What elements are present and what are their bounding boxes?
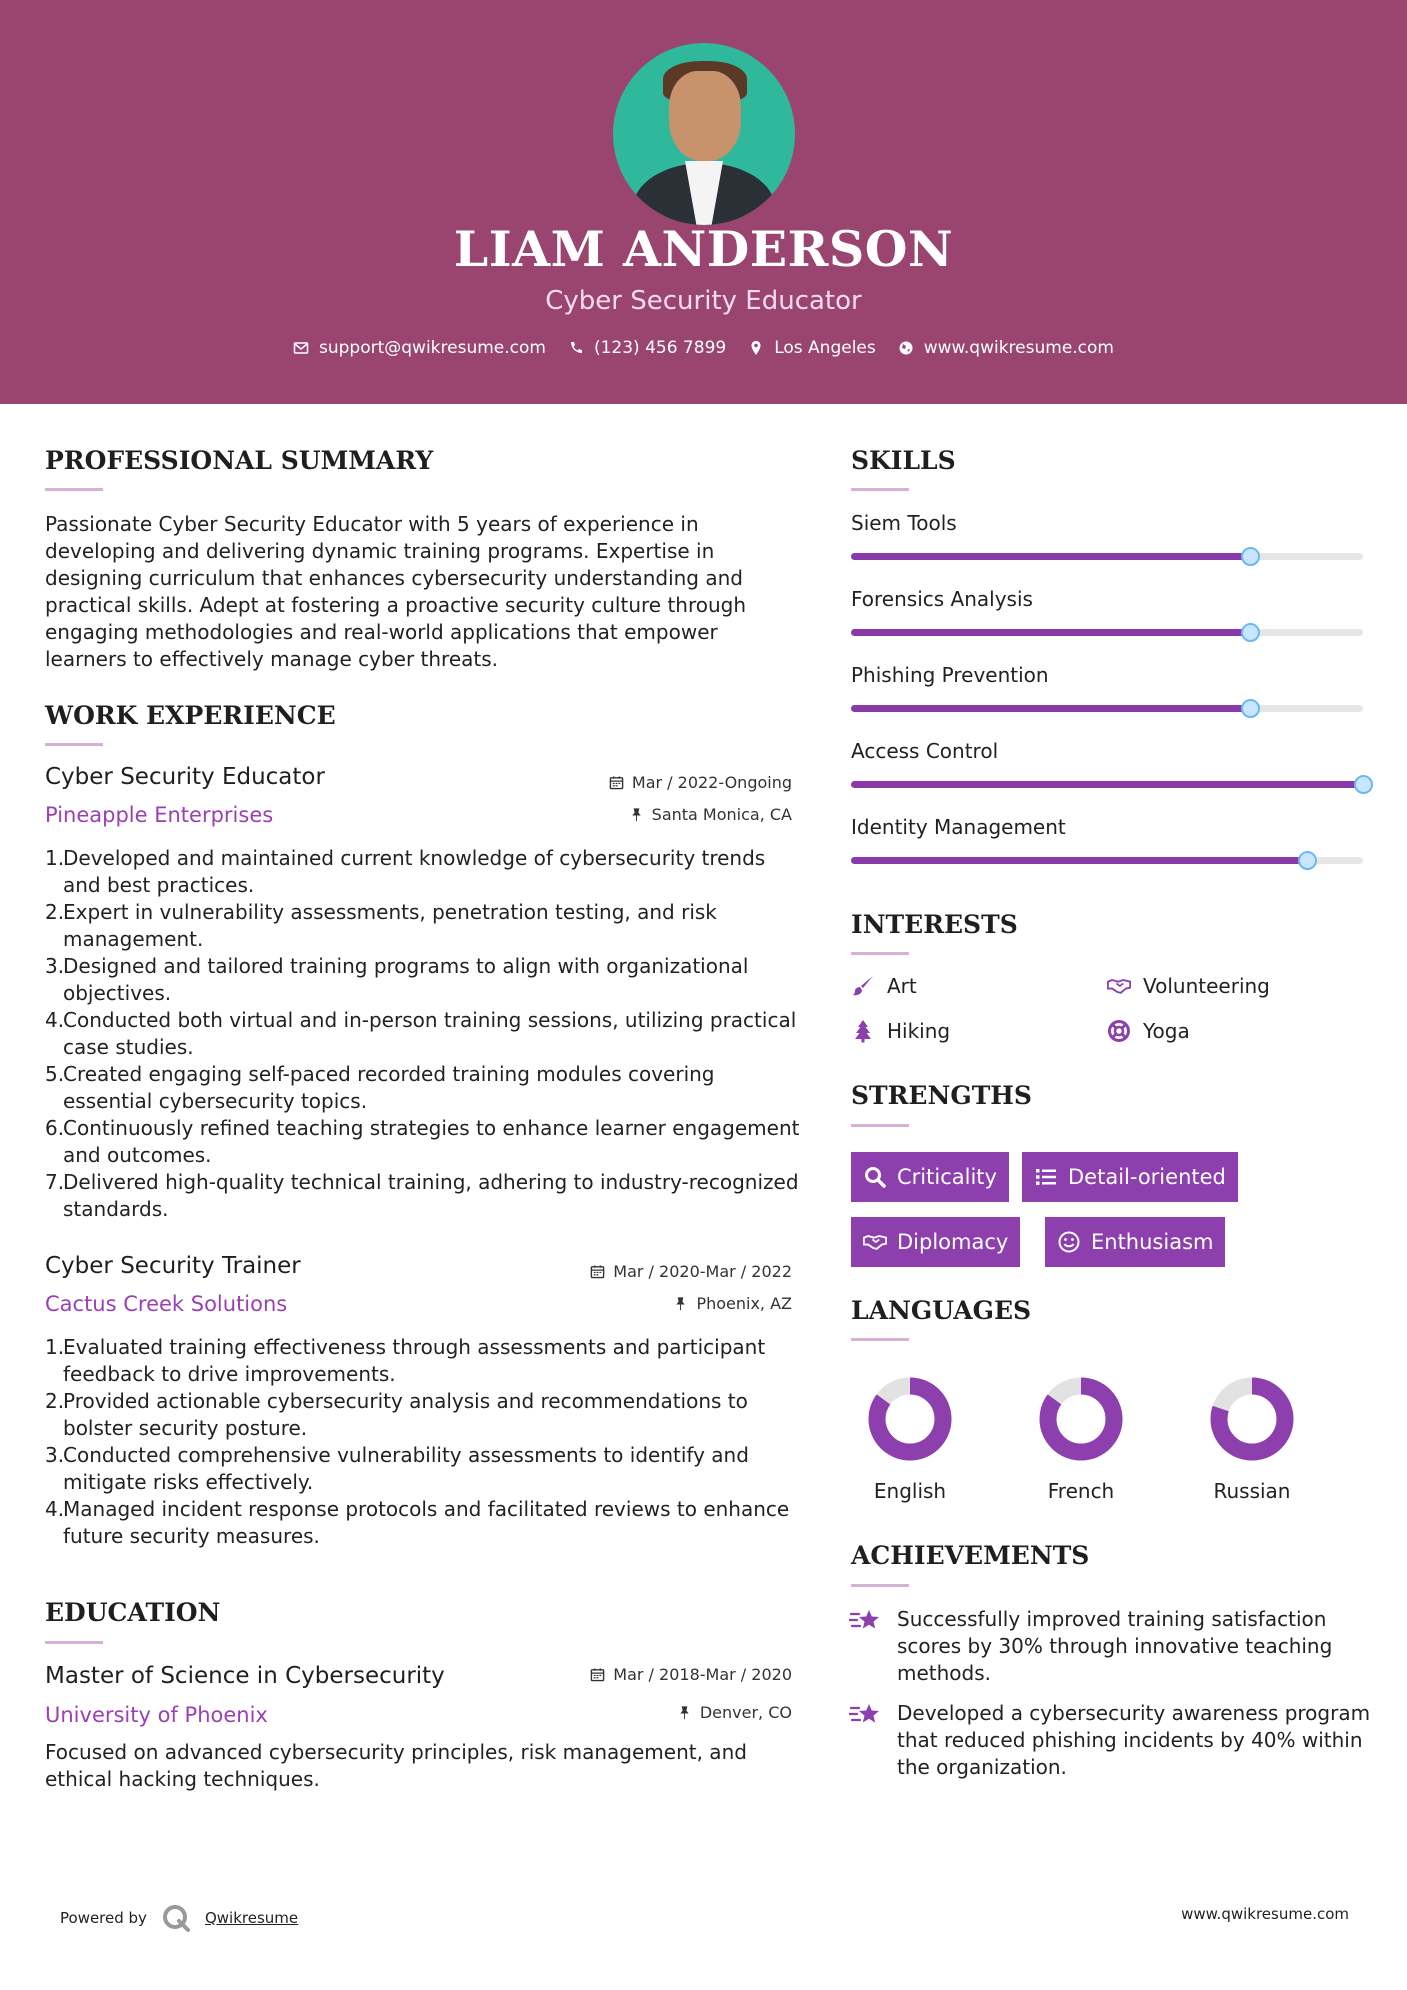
- skill-level-knob: [1241, 623, 1260, 642]
- language-donut-chart: [865, 1374, 955, 1464]
- list-item: 1. Evaluated training effectiveness through assessments and participant feedback to drive improvements.: [45, 1335, 766, 1386]
- skill-label: Siem Tools: [851, 511, 957, 535]
- skill-bar-fill: [851, 857, 1307, 864]
- globe-icon: [898, 340, 914, 356]
- language-donut-chart: [1207, 1374, 1297, 1464]
- contact-bar: [0, 338, 1407, 358]
- contact-location: [748, 338, 876, 358]
- strength-badge-criticality: Criticality: [851, 1152, 1009, 1202]
- pushpin-icon: [629, 807, 644, 822]
- job-location: Phoenix, AZ: [492, 1294, 792, 1313]
- languages-divider: [851, 1338, 909, 1341]
- company-name: Pineapple Enterprises: [45, 803, 274, 827]
- skills-divider: [851, 488, 909, 491]
- contact-phone[interactable]: [568, 338, 726, 358]
- skill-bar: [851, 553, 1363, 560]
- skill-bar: [851, 857, 1363, 864]
- skill-label: Access Control: [851, 739, 999, 763]
- skills-heading: SKILLS: [851, 446, 956, 475]
- candidate-name: LIAM ANDERSON: [453, 220, 954, 278]
- job-date: Mar / 2020-Mar / 2022: [492, 1262, 792, 1281]
- website-text: www.qwikresume.com: [923, 338, 1114, 358]
- skill-bar-fill: [851, 629, 1250, 636]
- search-icon: [863, 1165, 887, 1189]
- job-title: Cyber Security Educator: [45, 764, 325, 790]
- envelope-icon: [293, 340, 309, 356]
- achievement-item: Developed a cybersecurity awareness program that reduced phishing incidents by 40% within the organization.: [849, 1700, 1379, 1781]
- language-label: Russian: [1213, 1479, 1291, 1503]
- phone-text: (123) 456 7899: [593, 338, 727, 358]
- contact-website[interactable]: [898, 338, 1114, 358]
- list-item: 7. Delivered high-quality technical training, adhering to industry-recognized standards.: [45, 1170, 799, 1221]
- education-divider: [45, 1641, 103, 1644]
- strengths-divider: [851, 1124, 909, 1127]
- skill-label: Phishing Prevention: [851, 663, 1049, 687]
- email-text: support@qwikresume.com: [319, 338, 546, 358]
- job-title: Cyber Security Trainer: [45, 1253, 301, 1279]
- summary-heading: PROFESSIONAL SUMMARY: [45, 446, 434, 475]
- skill-level-knob: [1241, 547, 1260, 566]
- job-responsibilities: [45, 845, 805, 1223]
- education-heading: EDUCATION: [45, 1598, 221, 1627]
- qwikresume-logo-icon: [161, 1903, 191, 1933]
- experience-heading: WORK EXPERIENCE: [45, 701, 336, 730]
- strength-badge-enthusiasm: Enthusiasm: [1045, 1217, 1225, 1267]
- skill-bar-fill: [851, 553, 1250, 560]
- skill-level-knob: [1354, 775, 1373, 794]
- interest-item-art: Art: [851, 974, 917, 998]
- list-item: 4. Conducted both virtual and in-person training sessions, utilizing practical case studies.: [45, 1008, 797, 1059]
- job-date: Mar / 2022-Ongoing: [492, 773, 792, 792]
- job-location: Santa Monica, CA: [492, 805, 792, 824]
- languages-heading: LANGUAGES: [851, 1296, 1032, 1325]
- interests-heading: INTERESTS: [851, 910, 1018, 939]
- list-item: 2. Expert in vulnerability assessments, penetration testing, and risk management.: [45, 900, 717, 951]
- language-label: English: [873, 1479, 947, 1503]
- list-icon: [1034, 1165, 1058, 1189]
- skill-bar: [851, 629, 1363, 636]
- paintbrush-icon: [851, 974, 875, 998]
- achievements-heading: ACHIEVEMENTS: [851, 1541, 1090, 1570]
- qwikresume-link[interactable]: Qwikresume: [204, 1909, 299, 1927]
- education-location: Denver, CO: [492, 1703, 792, 1722]
- interest-item-yoga: Yoga: [1107, 1019, 1190, 1043]
- interest-item-hiking: Hiking: [851, 1019, 950, 1043]
- footer-powered-by: Powered by Qwikresume: [60, 1903, 298, 1933]
- avatar: [613, 43, 795, 225]
- skill-level-knob: [1241, 699, 1260, 718]
- interests-divider: [851, 952, 909, 955]
- candidate-title: Cyber Security Educator: [545, 286, 862, 316]
- list-item: 3. Conducted comprehensive vulnerability assessments to identify and mitigate risks effectively.: [45, 1443, 749, 1494]
- handshake-icon: [1107, 974, 1131, 998]
- skill-bar: [851, 705, 1363, 712]
- education-description: Focused on advanced cybersecurity principles, risk management, and ethical hacking techniques.: [45, 1740, 747, 1791]
- experience-divider: [45, 743, 103, 746]
- skill-label: Identity Management: [851, 815, 1066, 839]
- resume-header: [0, 0, 1407, 404]
- interest-item-volunteering: Volunteering: [1107, 974, 1270, 998]
- list-item: 6. Continuously refined teaching strategies to enhance learner engagement and outcomes.: [45, 1116, 800, 1167]
- handshake-icon: [863, 1230, 887, 1254]
- skill-bar-fill: [851, 781, 1363, 788]
- calendar-icon: [590, 1264, 605, 1279]
- summary-text: Passionate Cyber Security Educator with 5 years of experience in developing and delivering dynamic training programs. Expertise in designing curriculum that enhances cybersecurity understanding and practical skills. Adept at fostering a proactive security culture through engaging methodologies and real-world applications that empower learners to effectively manage cyber threats.: [45, 512, 747, 671]
- list-item: 4. Managed incident response protocols and facilitated reviews to enhance future security measures.: [45, 1497, 790, 1548]
- summary-divider: [45, 488, 103, 491]
- phone-icon: [568, 340, 584, 356]
- achievements-divider: [851, 1584, 909, 1587]
- skill-bar-fill: [851, 705, 1250, 712]
- shooting-star-icon: [849, 1606, 883, 1636]
- calendar-icon: [609, 775, 624, 790]
- skill-label: Forensics Analysis: [851, 587, 1033, 611]
- list-item: 3. Designed and tailored training programs to align with organizational objectives.: [45, 954, 749, 1005]
- language-label: French: [1047, 1479, 1115, 1503]
- list-item: 5. Created engaging self-paced recorded training modules covering essential cybersecurity topics.: [45, 1062, 715, 1113]
- strength-badge-diplomacy: Diplomacy: [851, 1217, 1020, 1267]
- degree-title: Master of Science in Cybersecurity: [45, 1663, 445, 1689]
- tree-icon: [851, 1019, 875, 1043]
- list-item: 1. Developed and maintained current knowledge of cybersecurity trends and best practices.: [45, 846, 766, 897]
- job-responsibilities: [45, 1334, 805, 1550]
- school-name: University of Phoenix: [45, 1703, 268, 1727]
- pushpin-icon: [677, 1705, 692, 1720]
- life-ring-icon: [1107, 1019, 1131, 1043]
- shooting-star-icon: [849, 1700, 883, 1730]
- footer-website[interactable]: www.qwikresume.com: [1181, 1905, 1349, 1923]
- company-name: Cactus Creek Solutions: [45, 1292, 288, 1316]
- strength-badge-detail-oriented: Detail-oriented: [1022, 1152, 1238, 1202]
- contact-email[interactable]: [293, 338, 546, 358]
- pushpin-icon: [673, 1296, 688, 1311]
- achievement-item: Successfully improved training satisfaction scores by 30% through innovative teaching methods.: [849, 1606, 1379, 1687]
- calendar-icon: [590, 1667, 605, 1682]
- map-marker-icon: [748, 340, 764, 356]
- education-date: Mar / 2018-Mar / 2020: [492, 1665, 792, 1684]
- smile-icon: [1057, 1230, 1081, 1254]
- list-item: 2. Provided actionable cybersecurity analysis and recommendations to bolster security posture.: [45, 1389, 748, 1440]
- language-donut-chart: [1036, 1374, 1126, 1464]
- skill-bar: [851, 781, 1363, 788]
- location-text: Los Angeles: [774, 338, 876, 358]
- strengths-heading: STRENGTHS: [851, 1081, 1032, 1110]
- skill-level-knob: [1298, 851, 1317, 870]
